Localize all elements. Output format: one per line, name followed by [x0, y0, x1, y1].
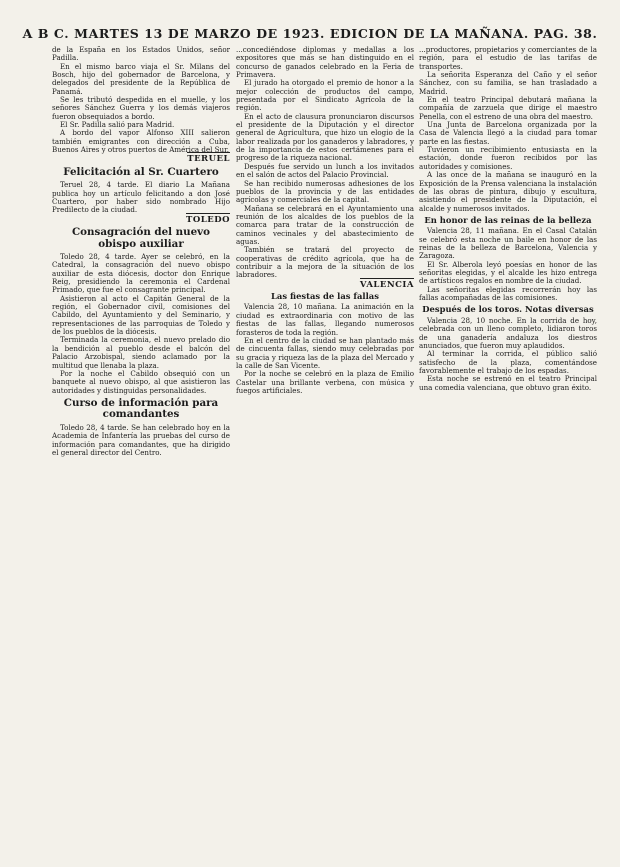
- paragraph: El jurado ha otorgado el premio de honor a la mejor colección de productos del campo, presentada por el Sindicato Agrícola de la región.: [236, 78, 414, 113]
- headline-fallas: Las fiestas de las fallas: [271, 290, 379, 301]
- section-label-toledo: TOLEDO: [186, 214, 230, 225]
- section-label-valencia: VALENCIA: [359, 279, 414, 290]
- paragraph: A las once de la mañana se inauguró en la Exposición de la Prensa valenciana la instalación de las obras de pintura, dibujo y escultura, asistiendo el presidente de la Diputación, el alcalde y numerosos invitados.: [419, 170, 597, 213]
- paragraph: Esta noche se estrenó en el teatro Principal una comedia valenciana, que obtuvo gran éxito.: [419, 374, 597, 392]
- headline-belleza: En honor de las reinas de la belleza: [424, 214, 592, 225]
- paragraph: de la España en los Estados Unidos, señor Padilla.: [52, 46, 230, 63]
- paragraph: Por la noche el Cabildo obsequió con un banquete al nuevo obispo, al que asistieron las autoridades y distinguidas personalidades.: [52, 368, 230, 395]
- headline-toros: Después de los toros. Notas diversas: [422, 304, 594, 315]
- paragraph: Una Junta de Barcelona organizada por la Casa de Valencia llegó a la ciudad para tomar parte en las fiestas.: [419, 120, 597, 146]
- column-3: [419, 46, 597, 861]
- paragraph: Tuvieron un recibimiento entusiasta en la estación, donde fueron recibidos por las autoridades y comisiones.: [419, 145, 597, 171]
- paragraph: A bordo del vapor Alfonso XIII salieron también emigrantes con dirección a Cuba, Buenos Aires y otros puertos de América del Sur.: [52, 128, 230, 155]
- paragraph: En el centro de la ciudad se han plantado más de cincuenta fallas, siendo muy celebradas por su gracia y riqueza las de la plaza del Mercado y la calle de San Vicente.: [236, 335, 414, 370]
- headline-toledo: Consagración del nuevo obispo auxiliar: [71, 226, 211, 250]
- paragraph: Teruel 28, 4 tarde. El diario La Mañana publica hoy un artículo felicitando a don José Cuartero, por haber sido nombrado Hijo Predilecto de la ciudad.: [52, 180, 230, 215]
- paragraph: La señorita Esperanza del Caño y el señor Sánchez, con su familia, se han trasladado a Madrid.: [419, 70, 597, 96]
- paragraph: En el mismo barco viaja el Sr. Milans del Bosch, hijo del gobernador de Barcelona, y delegados del presidente de la República de Panamá.: [52, 61, 230, 96]
- paragraph: Las señoritas elegidas recorrerán hoy las fallas acompañadas de las comisiones.: [419, 284, 597, 303]
- page-header: A B C. MARTES 13 DE MARZO DE 1923. EDICION DE LA MAÑANA. PAG. 38.: [22, 26, 598, 41]
- paragraph: Se han recibido numerosas adhesiones de los pueblos de la provincia y de las entidades agrícolas y comerciales de la capital.: [236, 178, 414, 205]
- paragraph: Mañana se celebrará en el Ayuntamiento una reunión de los alcaldes de los pueblos de la comarca para tratar de la construcción de caminos vecinales y del abastecimiento de aguas.: [236, 203, 414, 246]
- headline-curso: Curso de información para comandantes: [63, 396, 219, 421]
- section-label-teruel: TERUEL: [187, 154, 230, 165]
- headline-teruel: Felicitación al Sr. Cuartero: [63, 165, 219, 178]
- paragraph: Terminada la ceremonia, el nuevo prelado dio la bendición al pueblo desde el balcón del Palacio Arzobispal, siendo aclamado por la multitud que llenaba la plaza.: [52, 335, 230, 370]
- column-2: [236, 46, 414, 861]
- paragraph: Valencia 28, 11 mañana. En el Casal Catalán se celebró esta noche un baile en honor de las reinas de la belleza de Barcelona, Valencia y Zaragoza.: [419, 226, 597, 261]
- paragraph: En el acto de clausura pronunciaron discursos el presidente de la Diputación y el director general de Agricultura, que hizo un elogio de la labor realizada por los ganaderos y labradores, y de la importancia de estos certámenes para el progreso de la riqueza nacional.: [236, 111, 414, 163]
- paragraph: Se les tributó despedida en el muelle, y los señores Sánchez Guerra y los demás viajeros fueron obsequiados a bordo.: [52, 95, 230, 121]
- paragraph: En el teatro Principal debutará mañana la compañía de zarzuela que dirige el maestro Penella, con el estreno de una obra del maestro.: [419, 95, 597, 121]
- paragraph: Toledo 28, 4 tarde. Ayer se celebró, en la Catedral, la consagración del nuevo obispo auxiliar de esta diócesis, doctor don Enrique Reig, presidiendo la ceremonia el Cardenal Primado, que fue el consagrante principal.: [52, 252, 230, 295]
- paragraph: Después fue servido un lunch a los invitados en el salón de actos del Palacio Provincial.: [236, 161, 414, 180]
- paragraph: El Sr. Padilla salió para Madrid.: [60, 120, 175, 130]
- paragraph: Valencia 28, 10 mañana. La animación en la ciudad es extraordinaria con motivo de las fiestas de las fallas, llegando numerosos forasteros de toda la región.: [236, 302, 414, 337]
- column-1: [52, 46, 230, 861]
- paragraph: ...concediéndose diplomas y medallas a los expositores que más se han distinguido en el concurso de ganados celebrado en la Feria de Primavera.: [236, 46, 414, 80]
- paragraph: Al terminar la corrida, el público salió satisfecho de la plaza, comentándose favorablemente el trabajo de los espadas.: [419, 349, 597, 376]
- paragraph: ...productores, propietarios y comerciantes de la región, para el estudio de las tarifas de transportes.: [419, 46, 597, 71]
- paragraph: Toledo 28, 4 tarde. Se han celebrado hoy en la Academia de Infantería las pruebas del curso de información para comandantes, que ha dirigido el general director del Centro.: [52, 422, 230, 457]
- paragraph: Por la noche se celebró en la plaza de Emilio Castelar una brillante verbena, con música y fuegos artificiales.: [236, 369, 414, 395]
- paragraph: También se tratará del proyecto de cooperativas de crédito agrícola, que ha de contribuir a la mejora de la situación de los labradores.: [236, 245, 414, 280]
- paragraph: Valencia 28, 10 noche. En la corrida de hoy, celebrada con un lleno completo, lidiaron toros de una ganadería andaluza los diestros anunciados, que fueron muy aplaudidos.: [419, 315, 597, 350]
- paragraph: El Sr. Alberola leyó poesías en honor de las señoritas elegidas, y el alcalde les hizo entrega de artísticos regalos en nombre de la ciudad.: [419, 259, 597, 286]
- paragraph: Asistieron al acto el Capitán General de la región, el Gobernador civil, comisiones del Cabildo, del Ayuntamiento y del Seminario, y representaciones de las parroquias de Toledo y de los pueblos de la diócesis.: [52, 293, 230, 337]
